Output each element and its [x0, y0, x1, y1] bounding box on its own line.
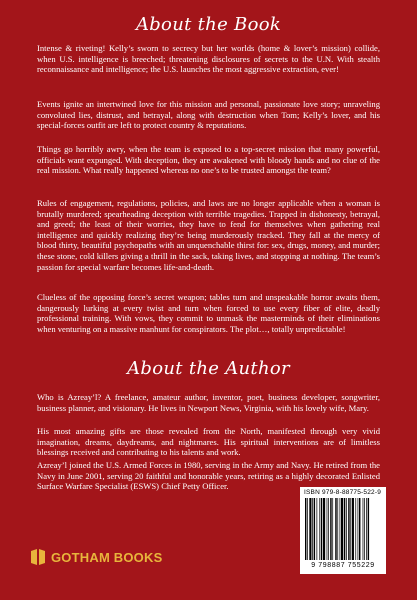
barcode-bar: [323, 498, 325, 560]
barcode-bar: [328, 498, 329, 560]
barcode-bar: [330, 498, 331, 560]
barcode-bar: [327, 498, 328, 560]
barcode-bar: [368, 498, 369, 560]
barcode-bar: [335, 498, 336, 560]
barcode-bar: [352, 498, 354, 560]
barcode-bar: [317, 498, 318, 560]
barcode-bar: [321, 498, 322, 560]
publisher-name: GOTHAM BOOKS: [51, 549, 163, 565]
barcode-bar: [346, 498, 347, 560]
about-author-paragraph-1: Who is Azreay’l? A freelance, amateur author, inventor, poet, business developer, songwriter, business planner, and visionary. He lives in Newport News, Virginia, with his lovely wife, Mary.: [37, 392, 380, 413]
gotham-book-icon: [30, 548, 46, 566]
isbn-barcode: [300, 487, 386, 574]
barcode-bar: [309, 498, 311, 560]
about-book-paragraph-3: Things go horribly awry, when the team is exposed to a top-secret mission that many powerful, officials want expunged. With deception, they are awakened with bloody hands and no clue of the real mission. What really happened whereas no one’s to be trusted amongst the team?: [37, 144, 380, 176]
barcode-bar: [355, 498, 356, 560]
publisher-logo: [30, 546, 162, 568]
barcode-bar: [305, 498, 306, 560]
barcode-bar: [364, 498, 365, 560]
barcode-bar: [337, 498, 338, 560]
barcode-bar: [366, 498, 367, 560]
barcode-bar: [319, 498, 320, 560]
about-book-paragraph-5: Clueless of the opposing force’s secret weapon; tables turn and unspeakable horror awaits them, dangerously lurking at every twist and turn when forced to use every fiber of elite, deadly professional training. With vows, they commit to unmask the masterminds of their eliminations when venturing on a massive manhunt for conspirators. The plot…, totally unpredictable!: [37, 292, 380, 334]
barcode-bar: [344, 498, 345, 560]
about-author-paragraph-3: Azreay’l joined the U.S. Armed Forces in 1980, serving in the Army and Navy. He retired from the Navy in June 2001, serving 20 faithful and honorable years, retiring as a highly decorated Enlisted Surface Warfare Specialist (ESWS) Chief Petty Officer.: [37, 460, 380, 492]
about-author-paragraph-2: His most amazing gifts are those revealed from the North, manifested through very vivid imagination, dreams, daydreams, and nightmares. His spiritual interventions are of limitless blessings received and contributing to his talents and work.: [37, 426, 380, 458]
about-book-paragraph-4: Rules of engagement, regulations, policies, and laws are no longer applicable when a woman is brutally murdered; spearheading deception with terrible tragedies. Trapped in dishonesty, betrayal, and greed; the least of their worries, they have to fend for themselves when gathering real intelligence and quickly realizing they’re being murderously tracked. They fall at the mercy of blood thirty, beautiful psychopaths with an unquenchable thirst for: sex, drugs, money, and murder; these stone, cold killers giving a thrill in the sack, taking lives, and stopping at nothing. The team’s passion for special warfare becomes life-and-death.: [37, 198, 380, 272]
barcode-bar: [312, 498, 313, 560]
barcode-bar: [332, 498, 333, 560]
barcode-bar: [359, 498, 360, 560]
barcode-digits: 9 798887 755229: [311, 562, 375, 569]
barcode-bar: [341, 498, 343, 560]
about-book-paragraph-2: Events ignite an intertwined love for this mission and personal, passionate love story; unraveling convoluted lies, distrust, and betrayal, along with destruction when Tom; Kelly’s lover, and his special-forces outfit are left to protect country & reputations.: [37, 99, 380, 131]
barcode-bar: [314, 498, 315, 560]
about-author-heading: About the Author: [127, 358, 290, 379]
barcode-bar: [358, 498, 359, 560]
about-book-heading: About the Book: [135, 14, 282, 35]
isbn-label: ISBN 979-8-88775-522-9: [304, 489, 382, 496]
barcode-bar: [363, 498, 364, 560]
barcode-bar: [350, 498, 351, 560]
barcode-bar: [307, 498, 308, 560]
about-book-paragraph-1: Intense & riveting! Kelly’s sworn to secrecy but her worlds (home & lover’s mission) collide, when U.S. intelligence is breeched; threatening disclosures of secrets to the U.N. With stealth reconnaissance and intelligence; the U.S. launches the most aggressive extraction, ever!: [37, 43, 380, 75]
barcode-bar: [340, 498, 341, 560]
barcode-bar: [348, 498, 349, 560]
barcode-bars: [303, 498, 383, 561]
